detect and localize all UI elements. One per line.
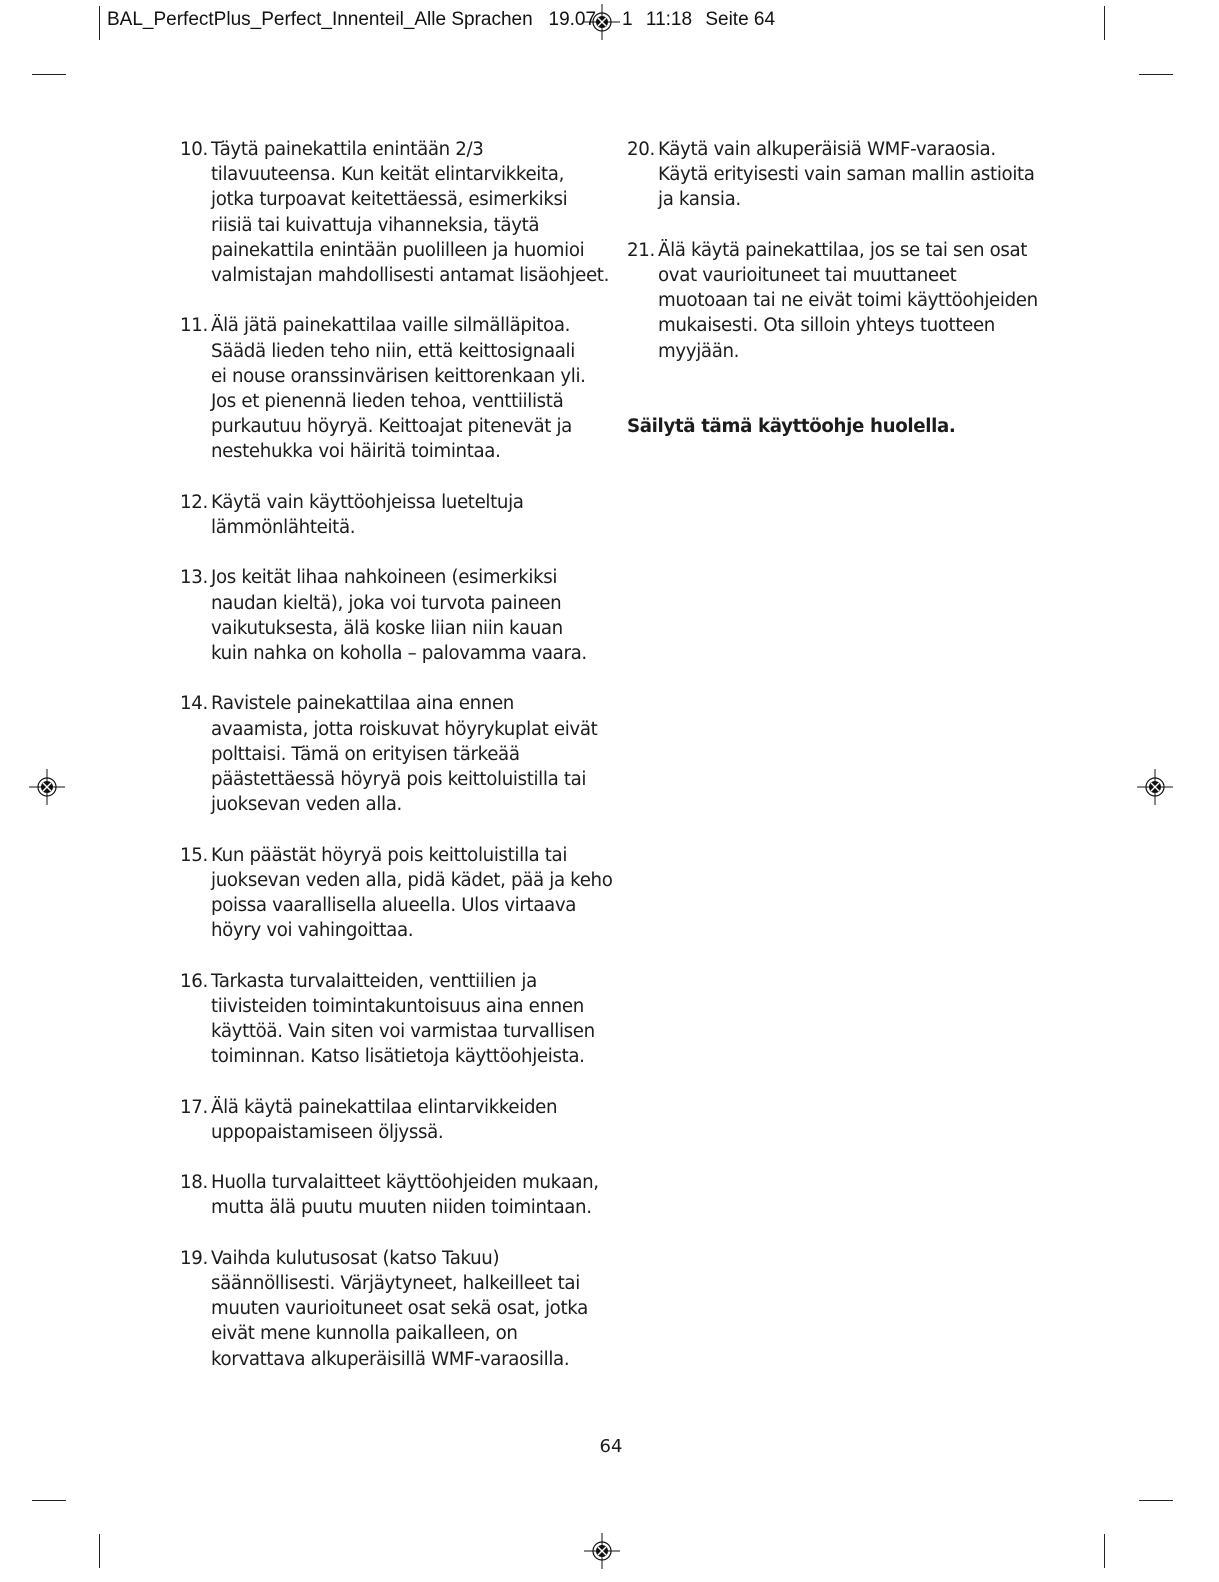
item-number: 17. [180, 1096, 208, 1118]
list-item [180, 565, 620, 666]
slug-page: Seite 64 [705, 9, 776, 30]
list-item [180, 691, 620, 817]
registration-mark-icon [1137, 769, 1173, 805]
item-text: Kun päästät höyryä pois keittoluistilla tai juoksevan veden alla, pidä kädet, pää ja keho poissa vaarallisella alueella. Ulos virtaava höyry voi vahingoittaa. [211, 844, 613, 942]
crop-mark [1139, 1500, 1173, 1501]
slug-date: 19.07 1 [548, 9, 633, 30]
page-number: 64 [599, 1436, 623, 1457]
item-text: Täytä painekattila enintään 2/3 tilavuuteensa. Kun keität elintarvikkeita, jotka turpoavat keitettäessä, esimerkiksi riisiä tai kuivattuja vihanneksia, täytä painekattila enintään puolilleen ja huomioi valmistajan mahdollisesti antamat lisäohjeet. [211, 139, 610, 287]
crop-mark [1104, 1534, 1105, 1568]
item-number: 15. [180, 844, 208, 866]
item-text: Ravistele painekattilaa aina ennen avaamista, jotta roiskuvat höyrykuplat eivät polttaisi. Tämä on erityisen tärkeää päästettäessä höyryä pois keittoluistilla tai juoksevan veden alla. [211, 693, 598, 816]
item-text: Älä käytä painekattilaa, jos se tai sen osat ovat vaurioituneet tai muuttaneet muotoaan tai ne eivät toimi käyttöohjeiden mukaisesti. Ota silloin yhteys tuotteen myyjään. [658, 239, 1038, 362]
crop-mark [99, 1534, 100, 1568]
closing-note: Säilytä tämä käyttöohje huolella. [627, 415, 956, 437]
list-item [180, 137, 620, 288]
item-text: Tarkasta turvalaitteiden, venttiilien ja tiivisteiden toimintakuntoisuus aina ennen käyttöä. Vain siten voi varmistaa turvallisen toiminnan. Katso lisätietoja käyttöohjeista. [211, 970, 595, 1068]
crop-mark [99, 6, 100, 40]
list-item [180, 490, 620, 540]
item-number: 21. [627, 239, 655, 261]
list-item [180, 1095, 620, 1145]
list-item [180, 313, 620, 464]
item-number: 14. [180, 693, 208, 715]
item-text: Älä käytä painekattilaa elintarvikkeiden uppopaistamiseen öljyssä. [211, 1096, 558, 1143]
crop-mark [32, 74, 66, 75]
item-text: Käytä vain käyttöohjeissa lueteltuja lämmönlähteitä. [211, 491, 524, 539]
registration-mark-icon [584, 4, 620, 40]
item-number: 10. [180, 139, 208, 160]
list-item [180, 1170, 620, 1220]
item-number: 13. [180, 567, 208, 589]
item-text: Jos keität lihaa nahkoineen (esimerkiksi naudan kieltä), joka voi turvota paineen vaikutuksesta, älä koske liian niin kauan kuin nahka on koholla – palovamma vaara. [211, 567, 587, 665]
item-number: 19. [180, 1247, 208, 1269]
item-text: Käytä vain alkuperäisiä WMF-varaosia. Käytä erityisesti vain saman mallin astioita ja kansia. [658, 139, 1035, 211]
item-text: Älä jätä painekattilaa vaille silmälläpitoa. Säädä lieden teho niin, että keittosignaali ei nouse oranssinvärisen keittorenkaan yli. Jos et pienennä lieden tehoa, venttiilistä purkautuu höyryä. Keittoajat pitenevät ja nestehukka voi häiritä toimintaa. [211, 315, 586, 463]
crop-mark [32, 1500, 66, 1501]
item-number: 11. [180, 315, 208, 337]
item-number: 20. [627, 139, 655, 160]
item-number: 18. [180, 1172, 208, 1194]
item-number: 12. [180, 491, 208, 513]
right-column [627, 137, 1057, 439]
item-text: Huolla turvalaitteet käyttöohjeiden mukaan, mutta älä puutu muuten niiden toimintaan. [211, 1172, 599, 1219]
list-item [180, 843, 620, 944]
list-item [180, 1246, 620, 1372]
print-slug [107, 9, 775, 31]
item-text: Vaihda kulutusosat (katso Takuu) säännöllisesti. Värjäytyneet, halkeilleet tai muuten vaurioituneet osat sekä osat, jotka eivät mene kunnolla paikalleen, on korvattava alkuperäisillä WMF-varaosilla. [211, 1247, 588, 1370]
registration-mark-icon [584, 1533, 620, 1569]
slug-time: 11:18 [645, 9, 693, 30]
crop-mark [1139, 74, 1173, 75]
registration-mark-icon [29, 769, 65, 805]
item-number: 16. [180, 970, 208, 992]
crop-mark [1104, 6, 1105, 40]
left-column [180, 137, 620, 1397]
list-item [180, 969, 620, 1070]
list-item [627, 238, 1057, 364]
list-item [627, 137, 1057, 213]
slug-file: BAL_PerfectPlus_Perfect_Innenteil_Alle Sprachen [107, 9, 533, 30]
